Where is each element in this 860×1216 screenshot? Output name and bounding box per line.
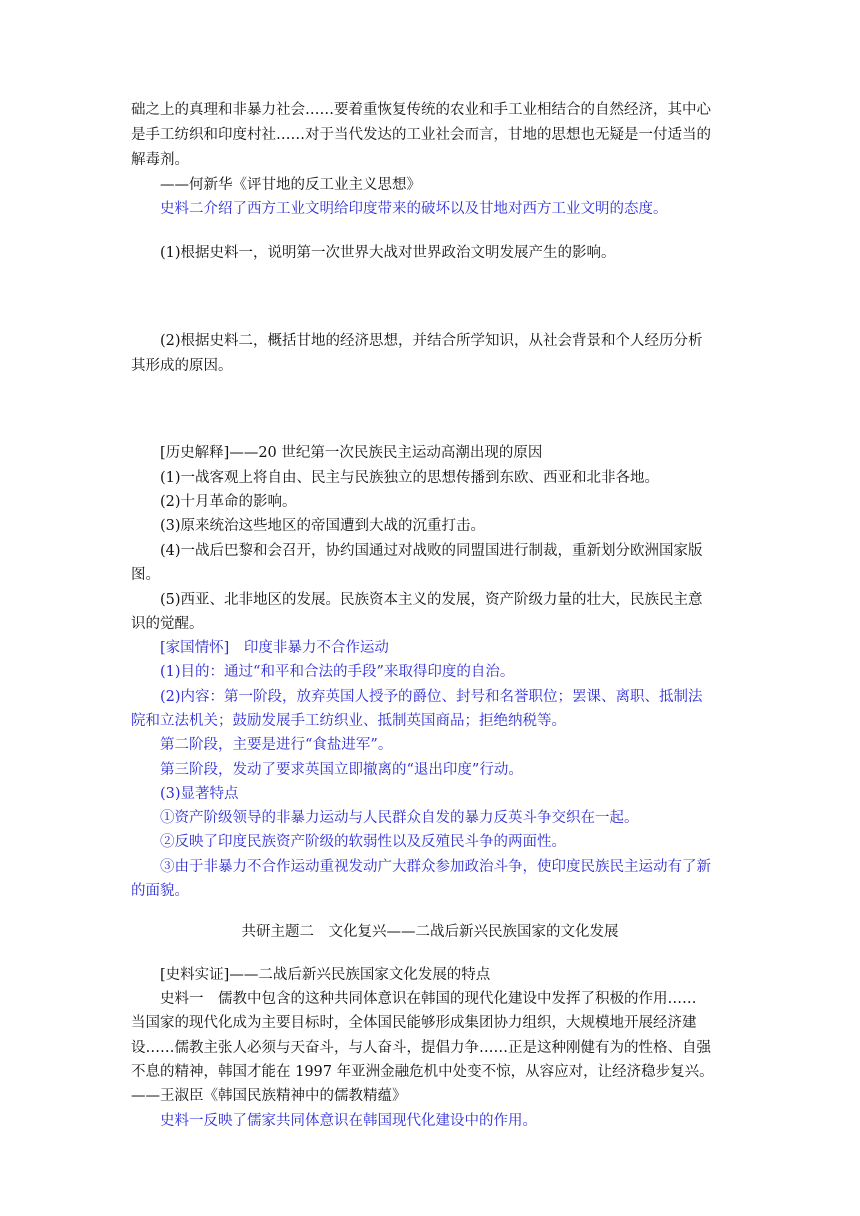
source-attribution: ——何新华《评甘地的反工业主义思想》 xyxy=(160,177,421,193)
intro-line-2: 是手工纺织和印度村社……对于当代发达的工业社会而言，甘地的思想也无疑是一付适当的 xyxy=(131,127,711,143)
material2-note: 史料二介绍了西方工业文明给印度带来的破坏以及甘地对西方工业文明的态度。 xyxy=(160,201,668,217)
homeland-line: (1)目的：通过“和平和合法的手段”来取得印度的自治。 xyxy=(160,664,515,680)
history-item: (5)西亚、北非地区的发展。民族资本主义的发展，资产阶级力量的壮大，民族民主意 xyxy=(160,592,703,608)
evidence-attribution: ——王淑臣《韩国民族精神中的儒教精蕴》 xyxy=(131,1088,407,1104)
evidence-note: 史料一反映了儒家共同体意识在韩国现代化建设中的作用。 xyxy=(160,1113,537,1129)
evidence-line: 史料一 儒教中包含的这种共同体意识在韩国的现代化建设中发挥了积极的作用…… xyxy=(160,991,697,1007)
homeland-line: ①资产阶级领导的非暴力运动与人民群众自发的暴力反英斗争交织在一起。 xyxy=(160,810,639,826)
history-item: (4)一战后巴黎和会召开，协约国通过对战败的同盟国进行制裁，重新划分欧洲国家版 xyxy=(160,543,703,559)
homeland-line: 第二阶段，主要是进行“食盐进军”。 xyxy=(160,737,393,753)
homeland-heading: [家国情怀] 印度非暴力不合作运动 xyxy=(160,640,389,656)
homeland-line: ③由于非暴力不合作运动重视发动广大群众参加政治斗争，使印度民族民主运动有了新 xyxy=(160,859,711,875)
history-item-cont: 识的觉醒。 xyxy=(131,616,204,632)
section-title: 共研主题二 文化复兴——二战后新兴民族国家的文化发展 xyxy=(241,924,619,940)
homeland-line-cont: 的面貌。 xyxy=(131,883,189,899)
homeland-line: ②反映了印度民族资产阶级的软弱性以及反殖民斗争的两面性。 xyxy=(160,834,566,850)
history-item: (2)十月革命的影响。 xyxy=(160,494,297,510)
intro-line-1: 础之上的真理和非暴力社会……要着重恢复传统的农业和手工业相结合的自然经济，其中心 xyxy=(131,102,711,118)
evidence-heading: [史料实证]——二战后新兴民族国家文化发展的特点 xyxy=(160,967,491,983)
question-2-line-1: (2)根据史料二，概括甘地的经济思想，并结合所学知识，从社会背景和个人经历分析 xyxy=(160,333,703,349)
evidence-line: 当国家的现代化成为主要目标时，全体国民能够形成集团协力组织，大规模地开展经济建 xyxy=(131,1015,697,1031)
question-1: (1)根据史料一，说明第一次世界大战对世界政治文明发展产生的影响。 xyxy=(160,245,616,261)
intro-line-3: 解毒剂。 xyxy=(131,152,189,168)
history-item: (3)原来统治这些地区的帝国遭到大战的沉重打击。 xyxy=(160,518,486,534)
evidence-line: 不息的精神，韩国才能在 1997 年亚洲金融危机中处变不惊，从容应对，让经济稳步复兴。 xyxy=(131,1064,714,1080)
history-explanation-heading: [历史解释]——20 世纪第一次民族民主运动高潮出现的原因 xyxy=(160,445,543,461)
history-item-cont: 图。 xyxy=(131,567,160,583)
homeland-line: 第三阶段，发动了要求英国立即撤离的“退出印度”行动。 xyxy=(160,762,523,778)
history-item: (1)一战客观上将自由、民主与民族独立的思想传播到东欧、西亚和北非各地。 xyxy=(160,470,660,486)
homeland-line: (2)内容：第一阶段，放弃英国人授予的爵位、封号和名誉职位；罢课、离职、抵制法 xyxy=(160,689,703,705)
question-2-line-2: 其形成的原因。 xyxy=(131,358,233,374)
evidence-line: 设……儒教主张人必须与天奋斗，与人奋斗，提倡力争……正是这种刚健有为的性格、自强 xyxy=(131,1040,711,1056)
homeland-line-cont: 院和立法机关；鼓励发展手工纺织业、抵制英国商品；拒绝纳税等。 xyxy=(131,713,566,729)
homeland-line: (3)显著特点 xyxy=(160,786,239,802)
